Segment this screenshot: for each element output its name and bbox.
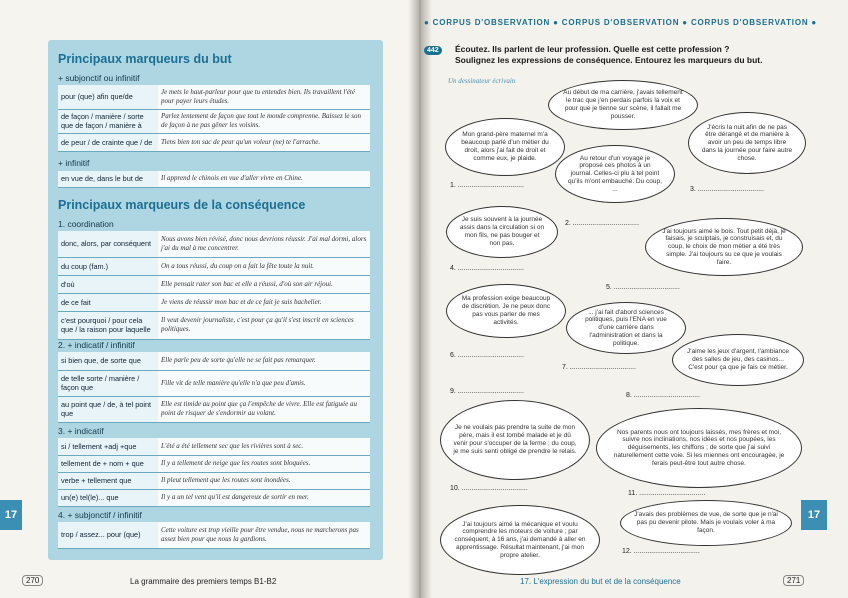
book-gutter — [408, 0, 432, 598]
answer-line[interactable]: 3. .................................. — [690, 186, 764, 193]
answer-line[interactable]: 7. .................................. — [562, 364, 636, 371]
but-table-1 — [58, 85, 370, 152]
footer-left: La grammaire des premiers temps B1-B2 — [130, 577, 277, 586]
cons-table-4 — [58, 522, 370, 549]
instructions — [455, 44, 815, 67]
table-row: au point que / de, à tel point que Elle est timide au point que ça l'empêche de vivre. Elle est fatiguée au point de risquer de s'endormir au volant. — [58, 396, 370, 422]
table-row: donc, alors, par conséquent Nous avons bien révisé, donc nous devrions réussir. J'ai mal dormi, alors j'ai du mal à me concentrer. — [58, 231, 370, 257]
speech-bubble: J'ai toujours aimé le bois. Tout petit déjà, je faisais, je sculptais, je construisais et, du coup, le choix de mon métier a été très simple. J'ai toujours su ce que je voulais faire. — [645, 218, 803, 276]
table-row: un(e) tel(le)... que Il y a un tel vent qu'il est dangereux de sortir en mer. — [58, 489, 370, 506]
but-section-label: + subjonctif ou infinitif — [58, 73, 140, 83]
chapter-tab-right: 17 — [801, 500, 827, 530]
example-answer: Un dessinateur écrivain — [448, 77, 516, 85]
instruction-line: Soulignez les expressions de conséquence. Entourez les marqueurs du but. — [455, 55, 763, 66]
footer-right: 17. L'expression du but et de la conséquence — [520, 577, 681, 586]
speech-bubble: Nos parents nous ont toujours laissés, mes frères et moi, suivre nos inclinations, nos idées et nos poupées, les déguisements, les chiffons ; de sorte que j'ai suivi naturellement cette voie. Si les miennes ont encouragée, je ferais peut-être tout autre chose. — [596, 408, 802, 488]
answer-line[interactable]: 8. .................................. — [626, 392, 700, 399]
cons-section-label: 2. + indicatif / infinitif — [58, 340, 135, 350]
table-row: si bien que, de sorte que Elle parle peu de sorte qu'elle ne se fait pas remarquer. — [58, 352, 370, 370]
answer-line[interactable]: 4. .................................. — [450, 265, 524, 272]
consequence-title: Principaux marqueurs de la conséquence — [58, 198, 306, 212]
table-row: tellement de + nom + que Il y a tellement de neige que les routes sont bloquées. — [58, 455, 370, 472]
table-row: de peur / de crainte que / de Tiens bien ton sac de peur qu'un voleur (ne) te l'arrache. — [58, 133, 370, 151]
table-row: du coup (fam.) On a tous réussi, du coup on a fait la fête toute la nuit. — [58, 257, 370, 275]
corpus-banner: ● CORPUS D'OBSERVATION ● CORPUS D'OBSERVATION ● CORPUS D'OBSERVATION ● — [424, 18, 818, 27]
table-row: de façon / manière / sorte que de façon / manière à Parlez lentement de façon que tout le monde comprenne. Baissez le son de façon à ne pas gêner les voisins. — [58, 109, 370, 133]
cons-table-2 — [58, 352, 370, 423]
cons-section-label: 3. + indicatif — [58, 426, 104, 436]
cons-table-3 — [58, 438, 370, 507]
but-table-2 — [58, 171, 370, 188]
answer-line[interactable]: 5. .................................. — [606, 284, 680, 291]
answer-line[interactable]: 2. .................................. — [565, 220, 639, 227]
table-row: de telle sorte / manière / façon que Fille vit de telle manière qu'elle n'a que peu d'amis. — [58, 370, 370, 396]
speech-bubble: Ma profession exige beaucoup de discrétion. Je ne peux donc pas vous parler de mes activités. — [446, 284, 566, 338]
table-row: si / tellement +adj +que L'été a été tellement sec que les rivières sont à sec. — [58, 438, 370, 455]
cons-section-label: 4. + subjonctif / infinitif — [58, 510, 142, 520]
cons-section-label: 1. coordination — [58, 219, 114, 229]
answer-line[interactable]: 6. .................................. — [450, 352, 524, 359]
answer-line[interactable]: 9. .................................. — [450, 388, 524, 395]
table-row: c'est pourquoi / pour cela que / la raison pour laquelle Il veut devenir journaliste, c'est pour ça qu'il s'est inscrit en sciences politiques. — [58, 311, 370, 339]
answer-line[interactable]: 12. .................................. — [622, 548, 700, 555]
table-row: trop / assez... pour (que) Cette voiture est trop vieille pour être vendue, nous ne marcherons pas assez bien pour que nous la gardions. — [58, 522, 370, 548]
but-title: Principaux marqueurs du but — [58, 52, 232, 66]
speech-bubble: Mon grand-père maternel m'a beaucoup parlé d'un métier du droit, alors j'ai fait de droit et comme eux, je plaide. — [445, 118, 565, 176]
page-number-left: 270 — [22, 575, 43, 586]
answer-line[interactable]: 1. .................................. — [450, 182, 524, 189]
but-section-label: + infinitif — [58, 158, 90, 168]
speech-bubble: Au début de ma carrière, j'avais tellement le trac que j'en perdais parfois la voix et pour que je tienne sur scène, il fallait me pousser. — [548, 80, 698, 130]
speech-bubble: ... j'ai fait d'abord sciences politiques, puis l'ENA en vue d'une carrière dans l'administration et dans la politique. — [566, 302, 686, 354]
speech-bubble: J'ai toujours aimé la mécanique et voulu comprendre les moteurs de voiture ; par conséquent, à 16 ans, j'ai demandé à aller en apprentissage. Résultat maintenant, j'ai mon propre atelier. — [440, 505, 600, 575]
speech-bubble: Je ne voulais pas prendre la suite de mon père, mais il est tombé malade et je dû venir pour s'occuper de la ferme ; du coup, je me suis senti obligé de prendre le relais. — [440, 400, 590, 480]
answer-line[interactable]: 10. .................................. — [450, 485, 528, 492]
speech-bubble: J'avais des problèmes de vue, de sorte que je n'ai pas pu devenir pilote. Mais je voulais voler à ma façon. — [620, 500, 792, 546]
chapter-tab-left: 17 — [0, 500, 22, 530]
cons-table-1 — [58, 231, 370, 340]
speech-bubble: Je suis souvent à la journée assis dans la circulation si on mon fils, ne pas bouger et non pas. — [446, 206, 558, 258]
answer-line[interactable]: 11. .................................. — [628, 490, 706, 497]
audio-track-badge: 442 — [424, 46, 442, 55]
speech-bubble: J'écris la nuit afin de ne pas être dérangé et de manière à avoir un peu de temps libre dans la journée pour faire autre chose. — [688, 112, 806, 174]
speech-bubble: J'aime les jeux d'argent, l'ambiance des salles de jeu, des casinos... C'est pour ça que je fais ce métier. — [672, 334, 804, 386]
table-row: en vue de, dans le but de Il apprend le chinois en vue d'aller vivre en Chine. — [58, 171, 370, 187]
speech-bubble: Au retour d'un voyage je proposé ces photos à un journal. Celles-ci plu à tel point qu'ils m'ont embauché. Du coup, ... — [555, 145, 675, 203]
table-row: d'où Elle pensait rater son bac et elle a réussi, d'où son air réjoui. — [58, 275, 370, 293]
table-row: verbe + tellement que Il pleut tellement que les routes sont inondées. — [58, 472, 370, 489]
table-row: de ce fait Je viens de réussir mon bac et de ce fait je suis bachelier. — [58, 293, 370, 311]
page-number-right: 271 — [783, 575, 804, 586]
instruction-line: Écoutez. Ils parlent de leur profession. Quelle est cette profession ? — [455, 44, 730, 54]
grammar-panel — [48, 40, 383, 560]
table-row: pour (que) afin que/de Je mets le haut-parleur pour que tu entendes bien. Ils travaillent l'été pour payer leurs études. — [58, 85, 370, 109]
